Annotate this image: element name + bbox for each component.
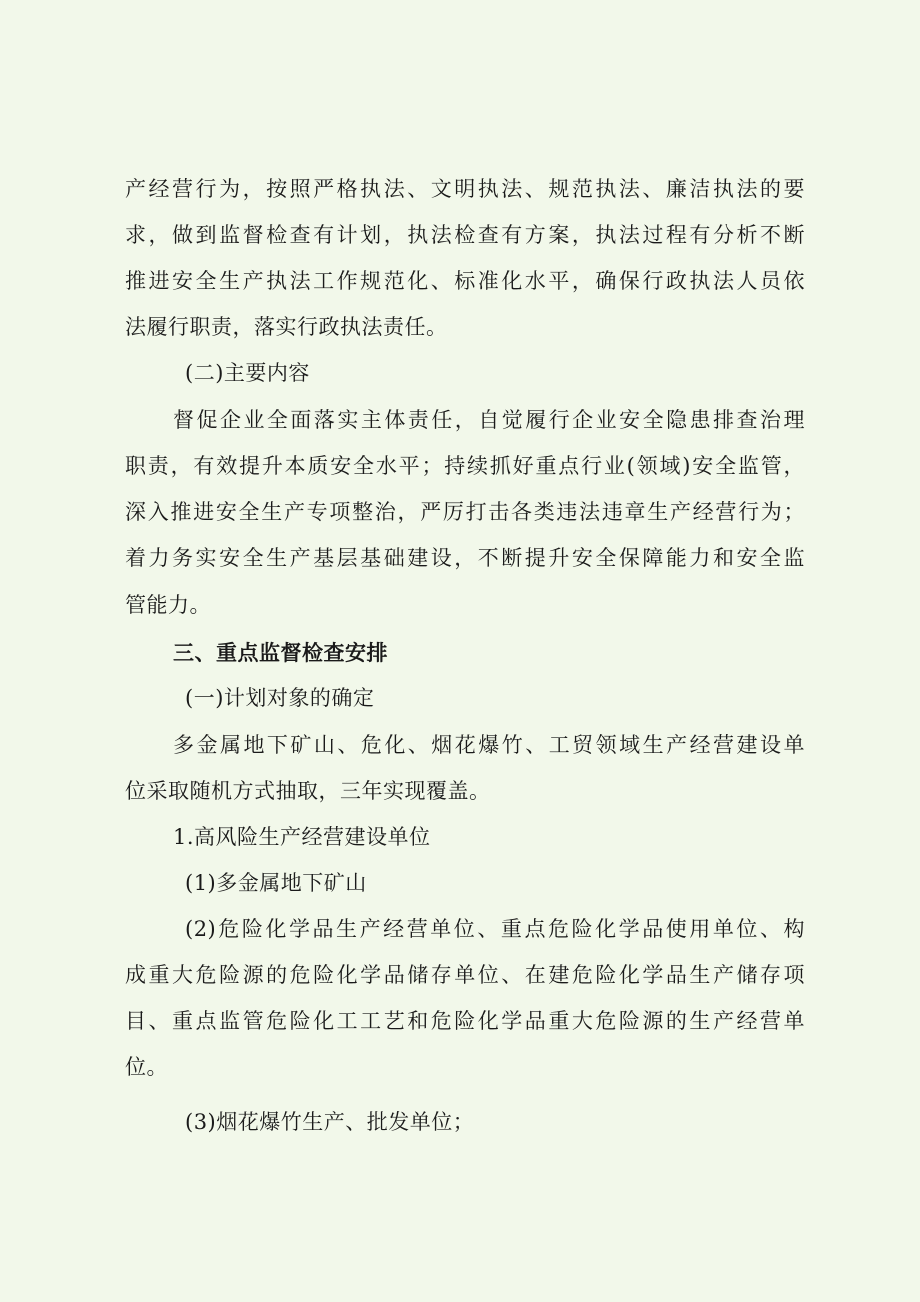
paragraph-line: 管能力。 [125,593,211,617]
paragraph-line: 推进安全生产执法工作规范化、标准化水平，确保行政执法人员依 [125,269,805,293]
paragraph-line: 求，做到监督检查有计划，执法检查有方案，执法过程有分析不断 [125,223,805,247]
paragraph-line: 深入推进安全生产专项整治，严厉打击各类违法违章生产经营行为； [125,500,805,524]
paragraph-line: 法履行职责，落实行政执法责任。 [125,315,448,339]
list-item-1: (1)多金属地下矿山 [185,871,367,895]
paragraph-line: 督促企业全面落实主体责任，自觉履行企业安全隐患排查治理 [173,408,805,432]
paragraph-line: 多金属地下矿山、危化、烟花爆竹、工贸领域生产经营建设单 [173,733,805,757]
list-item-3: (3)烟花爆竹生产、批发单位； [185,1110,475,1134]
subheading-plan-targets: (一)计划对象的确定 [185,686,375,710]
paragraph-line: 产经营行为，按照严格执法、文明执法、规范执法、廉洁执法的要 [125,177,805,201]
paragraph-line: 位。 [125,1055,168,1079]
paragraph-line: 职责，有效提升本质安全水平；持续抓好重点行业(领域)安全监管， [125,454,805,478]
list-item-high-risk: 1.高风险生产经营建设单位 [173,825,431,849]
section-heading: 三、重点监督检查安排 [173,641,388,665]
list-item-2: (2)危险化学品生产经营单位、重点危险化学品使用单位、构 [185,917,805,941]
paragraph-line: 着力务实安全生产基层基础建设，不断提升安全保障能力和安全监 [125,546,805,570]
subheading-main-content: (二)主要内容 [185,361,310,385]
paragraph-line: 成重大危险源的危险化学品储存单位、在建危险化学品生产储存项 [125,963,805,987]
paragraph-line: 目、重点监管危险化工工艺和危险化学品重大危险源的生产经营单 [125,1009,805,1033]
paragraph-line: 位采取随机方式抽取，三年实现覆盖。 [125,779,491,803]
